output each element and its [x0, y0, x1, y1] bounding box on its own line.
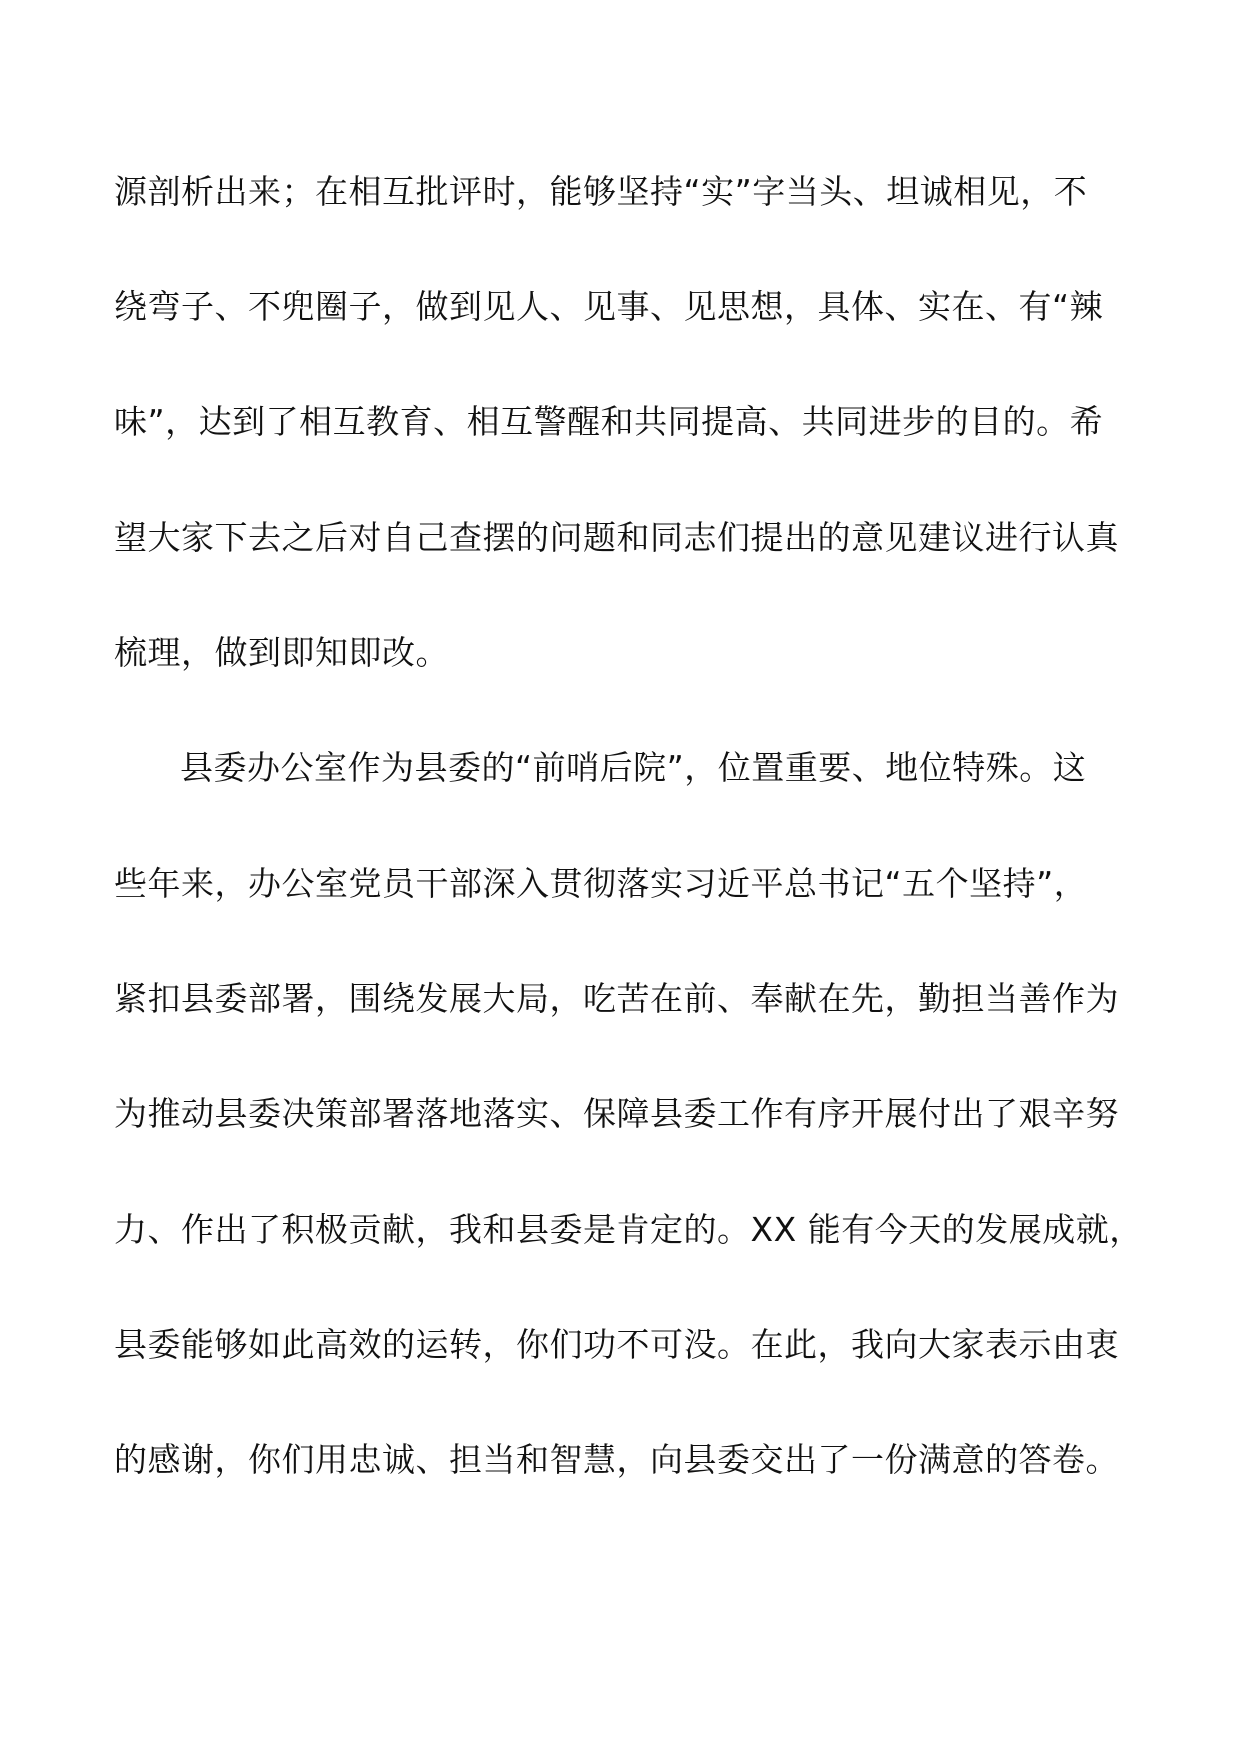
paragraph-first-line: 县委办公室作为县委的“前哨后院”，位置重要、地位特殊。这 — [180, 748, 1087, 787]
text-line: 县委能够如此高效的运转，你们功不可没。在此，我向大家表示由衷 — [114, 1325, 1119, 1364]
text-line: 些年来，办公室党员干部深入贯彻落实习近平总书记“五个坚持”， — [114, 864, 1088, 903]
text-line: 望大家下去之后对自己查摆的问题和同志们提出的意见建议进行认真 — [114, 518, 1119, 557]
text-line: 的感谢，你们用忠诚、担当和智慧，向县委交出了一份满意的答卷。 — [114, 1440, 1119, 1479]
text-line: 梳理，做到即知即改。 — [114, 633, 449, 672]
text-line: 源剖析出来；在相互批评时，能够坚持“实”字当头、坦诚相见，不 — [114, 172, 1088, 211]
text-line: 绕弯子、不兜圈子，做到见人、见事、见思想，具体、实在、有“辣 — [114, 287, 1104, 326]
text-line: 为推动县委决策部署落地落实、保障县委工作有序开展付出了艰辛努 — [114, 1094, 1119, 1133]
text-line: 味”，达到了相互教育、相互警醒和共同提高、共同进步的目的。希 — [114, 402, 1104, 441]
text-line: 力、作出了积极贡献，我和县委是肯定的。XX 能有今天的发展成就， — [114, 1210, 1143, 1249]
text-line: 紧扣县委部署，围绕发展大局，吃苦在前、奉献在先，勤担当善作为 — [114, 979, 1119, 1018]
